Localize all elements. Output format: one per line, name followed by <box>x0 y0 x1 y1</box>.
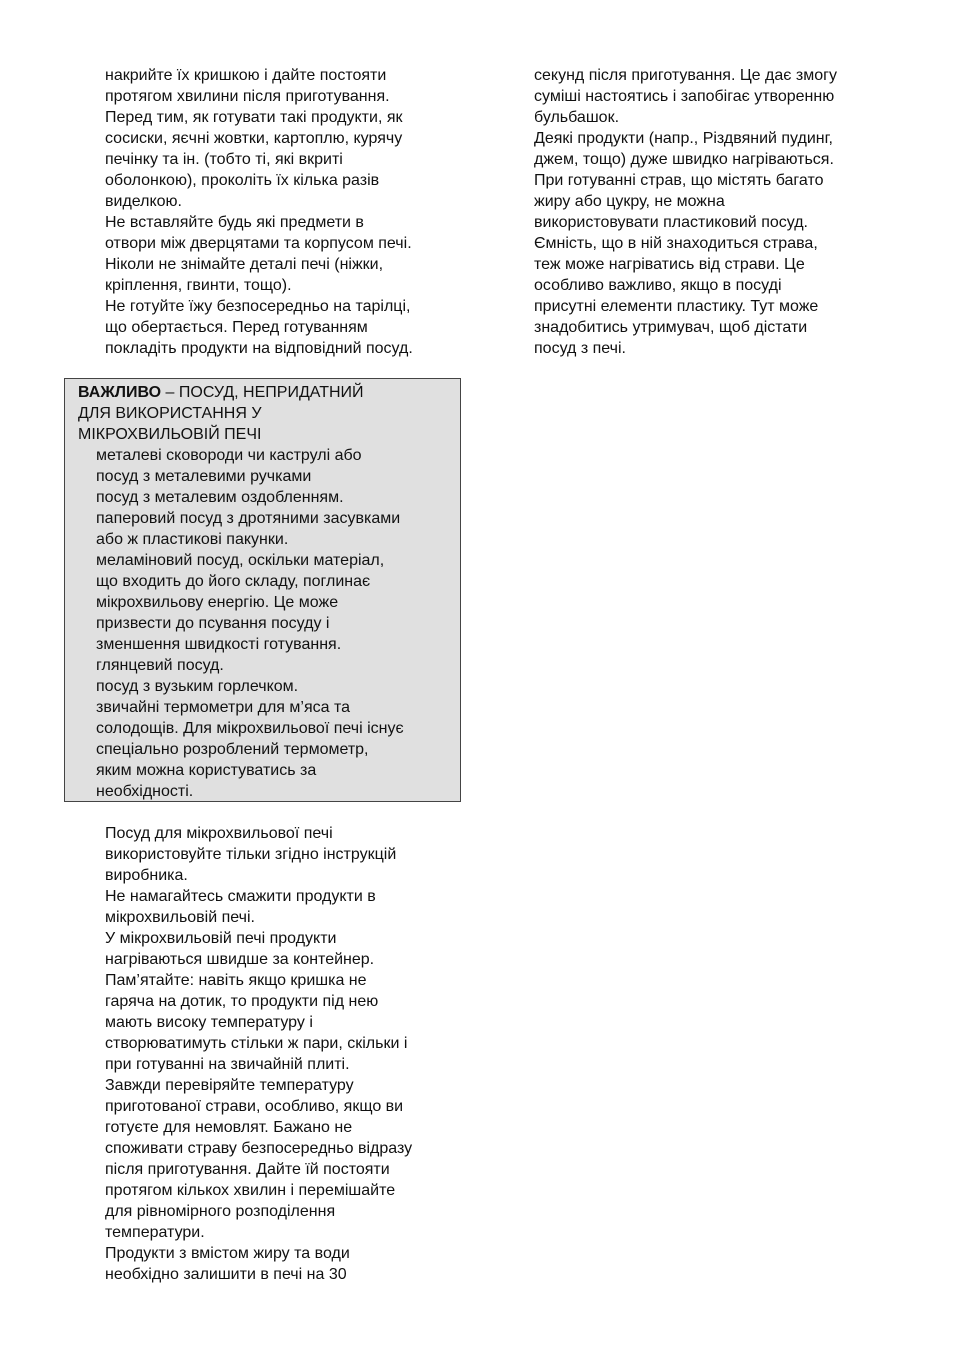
text-line: суміші настоятись і запобігає утворенню <box>534 88 835 105</box>
text-line: приготованої страви, особливо, якщо ви <box>105 1098 404 1115</box>
warning-list-line: паперовий посуд з дротяними засувками <box>96 510 401 527</box>
text-line: Перед тим, як готувати такі продукти, як <box>105 109 403 126</box>
warning-list-line: необхідності. <box>96 783 194 800</box>
text-line: використовуйте тільки згідно інструкцій <box>105 846 397 863</box>
warning-list-line: солодощів. Для мікрохвильової печі існує <box>96 720 404 737</box>
text-line: Посуд для мікрохвильової печі <box>105 825 333 842</box>
warning-list-line: яким можна користуватись за <box>96 762 317 779</box>
text-line: після приготування. Дайте їй постояти <box>105 1161 390 1178</box>
warning-list-line: глянцевий посуд. <box>96 657 224 674</box>
warning-list-line: посуд з вузьким горлечком. <box>96 678 299 695</box>
text-line: виробника. <box>105 867 188 884</box>
warning-list-line: зменшення швидкості готування. <box>96 636 342 653</box>
text-line: створюватимуть стільки ж пари, скільки і <box>105 1035 408 1052</box>
text-line: мають високу температуру і <box>105 1014 313 1031</box>
text-line: протягом хвилини після приготування. <box>105 88 390 105</box>
warning-list-line: меламіновий посуд, оскільки матеріал, <box>96 552 385 569</box>
text-line: сосиски, яєчні жовтки, картоплю, курячу <box>105 130 403 147</box>
text-line: У мікрохвильовій печі продукти <box>105 930 337 947</box>
text-line: отвори між дверцятами та корпусом печі. <box>105 235 412 252</box>
warning-list-line: що входить до його складу, поглинає <box>96 573 371 590</box>
text-line: Завжди перевіряйте температуру <box>105 1077 354 1094</box>
warning-title-bold: ВАЖЛИВО <box>78 384 162 401</box>
warning-list <box>96 445 458 802</box>
warning-title-line: МІКРОХВИЛЬОВІЙ ПЕЧІ <box>78 426 262 443</box>
warning-list-line: спеціально розроблений термометр, <box>96 741 369 758</box>
text-line: використовувати пластиковий посуд. <box>534 214 808 231</box>
left-column-bottom-text <box>105 823 475 1285</box>
text-line: протягом кількох хвилин і перемішайте <box>105 1182 396 1199</box>
text-line: посуд з печі. <box>534 340 626 357</box>
text-line: нагріваються швидше за контейнер. <box>105 951 375 968</box>
text-line: особливо важливо, якщо в посуді <box>534 277 782 294</box>
text-line: споживати страву безпосередньо відразу <box>105 1140 413 1157</box>
text-line: гаряча на дотик, то продукти під нею <box>105 993 379 1010</box>
text-line: Ніколи не знімайте деталі печі (ніжки, <box>105 256 384 273</box>
text-line: необхідно залишити в печі на 30 <box>105 1266 347 1283</box>
text-line: готуєте для немовлят. Бажано не <box>105 1119 353 1136</box>
warning-title <box>78 382 448 445</box>
text-line: теж може нагріватись від страви. Це <box>534 256 805 273</box>
text-line: Не готуйте їжу безпосередньо на тарілці, <box>105 298 411 315</box>
text-line: температури. <box>105 1224 205 1241</box>
warning-list-line: мікрохвильову енергію. Це може <box>96 594 339 611</box>
warning-list-line: металеві сковороди чи каструлі або <box>96 447 362 464</box>
text-line: Деякі продукти (напр., Різдвяний пудинг, <box>534 130 833 147</box>
right-column-text <box>534 65 904 359</box>
text-line: мікрохвильовій печі. <box>105 909 255 926</box>
text-line: Продукти з вмістом жиру та води <box>105 1245 350 1262</box>
warning-title-rest: – ПОСУД, НЕПРИДАТНИЙ <box>161 384 364 401</box>
warning-list-line: або ж пластикові пакунки. <box>96 531 289 548</box>
text-line: що обертається. Перед готуванням <box>105 319 368 336</box>
text-line: присутні елементи пластику. Тут може <box>534 298 819 315</box>
text-line: Ємність, що в ній знаходиться страва, <box>534 235 818 252</box>
text-line: секунд після приготування. Це дає змогу <box>534 67 837 84</box>
text-line: джем, тощо) дуже швидко нагріваються. <box>534 151 834 168</box>
text-line: при готуванні на звичайній плиті. <box>105 1056 350 1073</box>
text-line: При готуванні страв, що містять багато <box>534 172 824 189</box>
text-line: бульбашок. <box>534 109 620 126</box>
text-line: Не вставляйте будь які предмети в <box>105 214 364 231</box>
text-line: Не намагайтесь смажити продукти в <box>105 888 376 905</box>
warning-box <box>64 378 461 802</box>
warning-list-line: звичайні термометри для м’яса та <box>96 699 350 716</box>
text-line: Пам’ятайте: навіть якщо кришка не <box>105 972 367 989</box>
warning-title-line: ДЛЯ ВИКОРИСТАННЯ У <box>78 405 262 422</box>
text-line: оболонкою), проколіть їх кілька разів <box>105 172 380 189</box>
text-line: накрийте їх кришкою і дайте постояти <box>105 67 387 84</box>
left-column-top-text <box>105 65 475 359</box>
text-line: печінку та ін. (тобто ті, які вкриті <box>105 151 343 168</box>
text-line: для рівномірного розподілення <box>105 1203 336 1220</box>
text-line: знадобитись утримувач, щоб дістати <box>534 319 808 336</box>
text-line: кріплення, гвинти, тощо). <box>105 277 292 294</box>
text-line: жиру або цукру, не можна <box>534 193 725 210</box>
warning-list-line: посуд з металевими ручками <box>96 468 312 485</box>
warning-list-line: призвести до псування посуду і <box>96 615 330 632</box>
warning-list-line: посуд з металевим оздобленням. <box>96 489 344 506</box>
text-line: покладіть продукти на відповідний посуд. <box>105 340 413 357</box>
text-line: виделкою. <box>105 193 182 210</box>
